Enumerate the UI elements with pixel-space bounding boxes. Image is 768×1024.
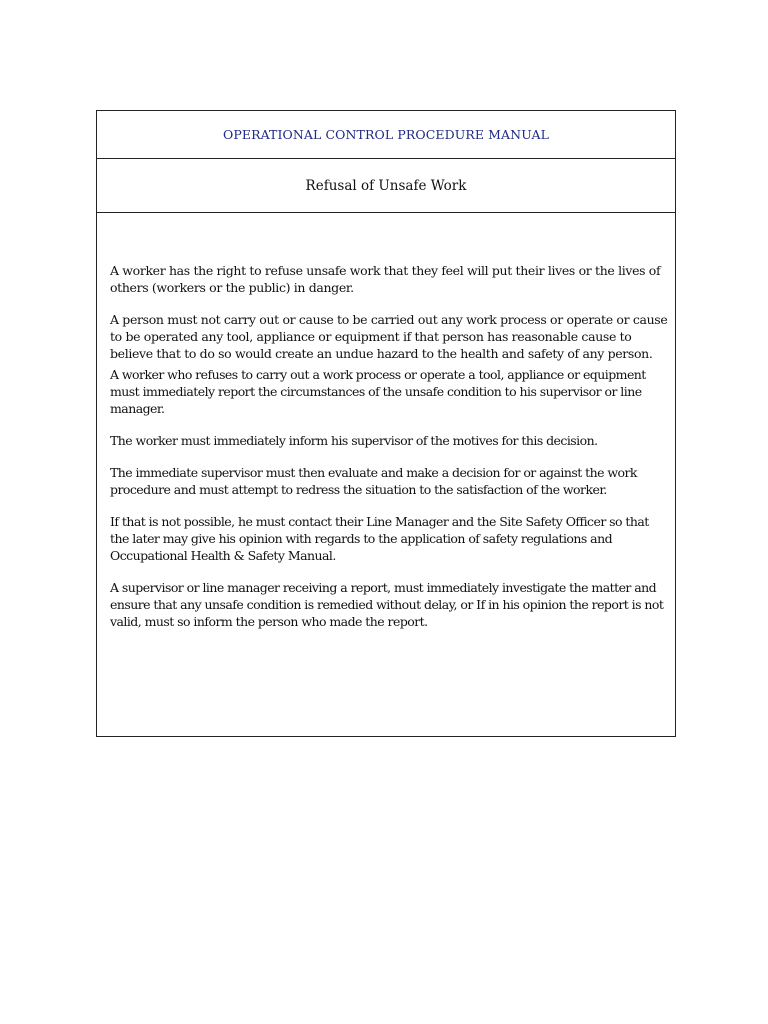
paragraph-undue-hazard: A person must not carry out or cause to be carried out any work process or operate or cause to be operated any tool, appliance or equipment if that person has reasonable cause to believe that to do so would create an undue hazard to the health and safety of any person. xyxy=(110,312,668,361)
paragraph-right-to-refuse: A worker has the right to refuse unsafe work that they feel will put their lives or the lives of others (workers or the public) in danger. xyxy=(110,263,661,295)
paragraph-inform-supervisor: The worker must immediately inform his supervisor of the motives for this decision. xyxy=(110,433,598,448)
document-title: Refusal of Unsafe Work xyxy=(305,177,467,194)
procedure-table xyxy=(96,110,676,737)
paragraph-report-circumstances: A worker who refuses to carry out a work process or operate a tool, appliance or equipment must immediately report the circumstances of the unsafe condition to his supervisor or line manager. xyxy=(110,367,646,416)
paragraph-escalation: If that is not possible, he must contact their Line Manager and the Site Safety Officer so that the later may give his opinion with regards to the application of safety regulations and Occupational Health & Safety Manual. xyxy=(110,514,649,563)
paragraph-supervisor-evaluation: The immediate supervisor must then evaluate and make a decision for or against the work procedure and must attempt to redress the situation to the satisfaction of the worker. xyxy=(110,465,637,497)
manual-header-row xyxy=(97,111,675,159)
procedure-body xyxy=(97,213,675,630)
manual-header-title: OPERATIONAL CONTROL PROCEDURE MANUAL xyxy=(223,127,549,142)
document-title-row xyxy=(97,159,675,213)
paragraph-investigation: A supervisor or line manager receiving a report, must immediately investigate the matter and ensure that any unsafe condition is remedied without delay, or If in his opinion the report is not valid, must so inform the person who made the report. xyxy=(110,580,664,629)
